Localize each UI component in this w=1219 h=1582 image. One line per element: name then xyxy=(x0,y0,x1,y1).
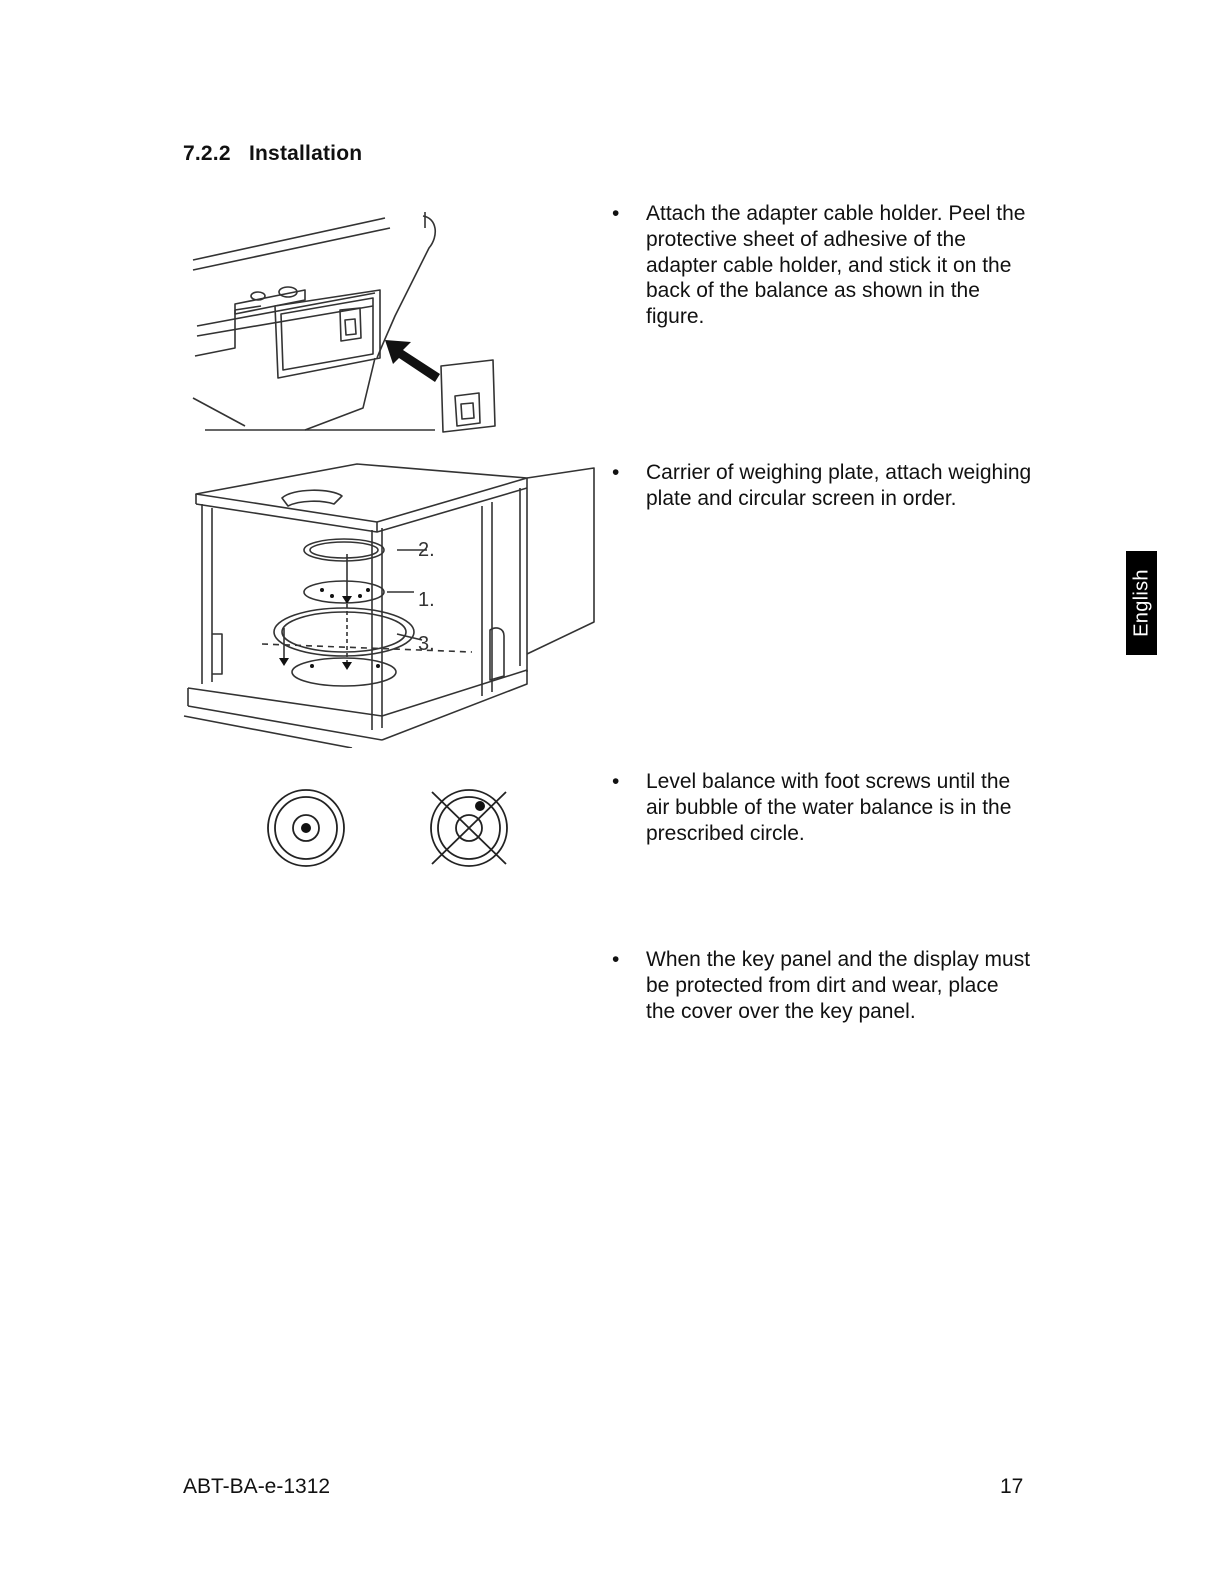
bullet-text: When the key panel and the display must be protected from dirt and wear, place the cover over the key panel. xyxy=(646,948,1031,1023)
bullet-text: Level balance with foot screws until the air bubble of the water balance is in the prescribed circle. xyxy=(646,770,1012,845)
level-indicator-figure xyxy=(262,786,512,871)
section-number: 7.2.2 xyxy=(183,142,231,165)
bullet-item xyxy=(612,201,1032,330)
bullet-text: Attach the adapter cable holder. Peel the protective sheet of adhesive of the adapter cable holder, and stick it on the back of the balance as shown in the figure. xyxy=(646,202,1026,329)
bubble-off-center-icon xyxy=(475,801,485,811)
bullet-marker: • xyxy=(612,948,620,971)
language-tab xyxy=(1126,551,1157,655)
bullet-marker: • xyxy=(612,461,620,484)
bullet-marker: • xyxy=(612,770,620,793)
weighing-chamber-figure xyxy=(182,458,597,748)
section-heading xyxy=(183,142,362,166)
footer-page-number: 17 xyxy=(1000,1475,1024,1498)
step-2-label: 2. xyxy=(418,539,435,561)
section-title: Installation xyxy=(249,142,363,165)
step-1-label: 1. xyxy=(418,589,435,611)
bullet-marker: • xyxy=(612,202,620,225)
bullet-item xyxy=(612,769,1032,846)
bubble-centered-icon xyxy=(301,823,311,833)
bullet-text: Carrier of weighing plate, attach weighing plate and circular screen in order. xyxy=(646,461,1032,510)
adapter-holder-figure xyxy=(185,198,505,438)
bullet-item xyxy=(612,460,1032,512)
bullet-item xyxy=(612,947,1032,1024)
step-3-label: 3. xyxy=(418,633,435,655)
footer-doc-code: ABT-BA-e-1312 xyxy=(183,1475,331,1498)
language-tab-label: English xyxy=(1130,569,1152,637)
